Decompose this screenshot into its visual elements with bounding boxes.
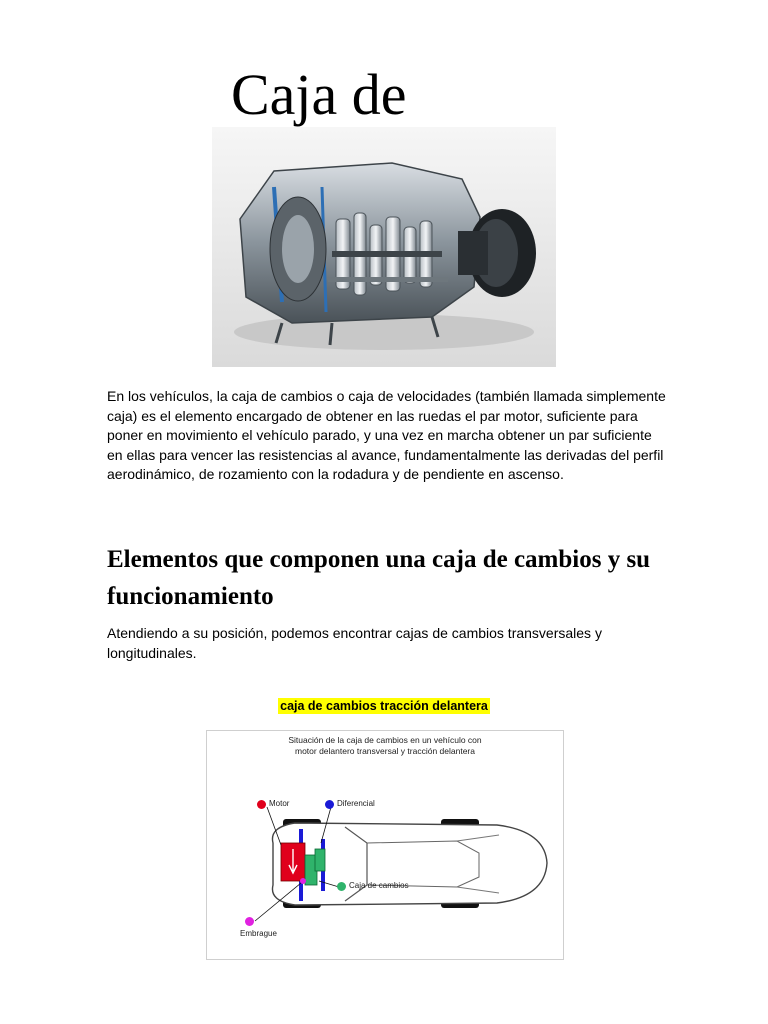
caja-label: Caja de cambios — [349, 881, 409, 890]
diagram-caption-text: caja de cambios tracción delantera — [280, 699, 488, 713]
diagram-caption — [0, 697, 768, 715]
diagram-title-line-1: Situación de la caja de cambios en un vehículo con — [288, 735, 482, 745]
car-diagram — [207, 731, 563, 959]
gearbox-upper — [315, 849, 325, 871]
motor-legend-dot — [257, 800, 266, 809]
intro-paragraph: En los vehículos, la caja de cambios o caja de velocidades (también llamada simplemente caja) es el elemento encargado de obtener en las ruedas el par motor, suficiente para poner en movimiento el vehículo parado, y una vez en marcha obtener un par suficiente en ellas para vencer las resistencias al avance, fundamentalmente las derivadas del perfil aerodinámico, de rozamiento con la rodadura y de pendiente en ascenso. — [107, 388, 666, 483]
gearbox-photo — [212, 127, 556, 367]
section-heading: Elementos que componen una caja de cambios y su funcionamiento — [107, 546, 651, 610]
gearbox-illustration — [212, 127, 556, 367]
diagram-title-line-2: motor delantero transversal y tracción delantera — [294, 746, 475, 756]
position-paragraph: Atendiendo a su posición, podemos encontrar cajas de cambios transversales y longitudinales. — [107, 625, 602, 661]
embrague-label: Embrague — [240, 929, 277, 938]
front-drive-diagram — [206, 730, 564, 960]
motor-label: Motor — [269, 799, 290, 808]
caja-legend-dot — [337, 882, 346, 891]
diferencial-label: Diferencial — [337, 799, 375, 808]
diferencial-legend-dot — [325, 800, 334, 809]
embrague-legend-dot — [245, 917, 254, 926]
document-title: Caja de — [231, 62, 407, 127]
